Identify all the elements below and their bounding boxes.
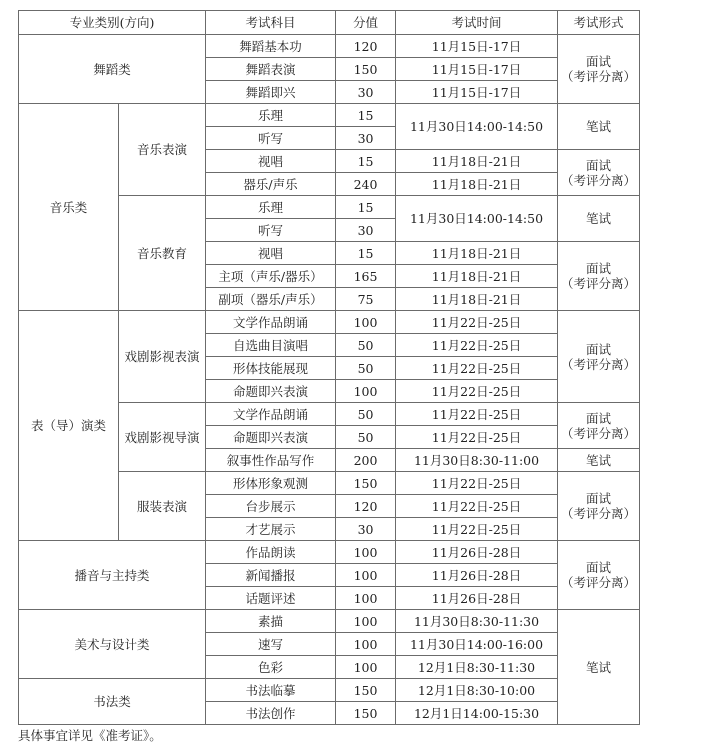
table-row	[19, 679, 640, 702]
subject-cell: 形体形象观测	[206, 472, 336, 495]
form-cell: 笔试	[558, 104, 640, 150]
subject-cell: 副项（器乐/声乐）	[206, 288, 336, 311]
subject-cell: 舞蹈表演	[206, 58, 336, 81]
score-cell: 30	[336, 127, 396, 150]
subject-cell: 听写	[206, 219, 336, 242]
time-cell: 11月26日-28日	[396, 587, 558, 610]
category-calligraphy: 书法类	[19, 679, 206, 725]
time-cell: 11月22日-25日	[396, 426, 558, 449]
subject-cell: 形体技能展现	[206, 357, 336, 380]
time-cell: 11月18日-21日	[396, 150, 558, 173]
time-cell: 11月18日-21日	[396, 265, 558, 288]
score-cell: 100	[336, 311, 396, 334]
table-row	[19, 311, 640, 334]
header-row	[19, 11, 640, 35]
time-cell: 11月22日-25日	[396, 311, 558, 334]
time-cell: 11月30日14:00-14:50	[396, 104, 558, 150]
time-cell: 11月22日-25日	[396, 380, 558, 403]
time-cell: 11月22日-25日	[396, 357, 558, 380]
time-cell: 11月30日14:00-14:50	[396, 196, 558, 242]
category-music: 音乐类	[19, 104, 119, 311]
score-cell: 15	[336, 104, 396, 127]
time-cell: 11月22日-25日	[396, 472, 558, 495]
form-cell: 面试 （考评分离）	[558, 472, 640, 541]
time-cell: 11月22日-25日	[396, 518, 558, 541]
score-cell: 75	[336, 288, 396, 311]
score-cell: 200	[336, 449, 396, 472]
subject-cell: 素描	[206, 610, 336, 633]
score-cell: 100	[336, 564, 396, 587]
time-cell: 11月30日14:00-16:00	[396, 633, 558, 656]
score-cell: 50	[336, 357, 396, 380]
direction-music-education: 音乐教育	[119, 196, 206, 311]
direction-drama-acting: 戏剧影视表演	[119, 311, 206, 403]
time-cell: 11月30日8:30-11:30	[396, 610, 558, 633]
score-cell: 150	[336, 702, 396, 725]
form-cell: 笔试	[558, 610, 640, 725]
score-cell: 30	[336, 219, 396, 242]
subject-cell: 书法临摹	[206, 679, 336, 702]
subject-cell: 器乐/声乐	[206, 173, 336, 196]
time-cell: 11月15日-17日	[396, 81, 558, 104]
score-cell: 100	[336, 656, 396, 679]
subject-cell: 话题评述	[206, 587, 336, 610]
score-cell: 150	[336, 58, 396, 81]
table-row	[19, 610, 640, 633]
time-cell: 11月18日-21日	[396, 288, 558, 311]
form-cell: 面试 （考评分离）	[558, 403, 640, 449]
score-cell: 240	[336, 173, 396, 196]
form-cell: 笔试	[558, 196, 640, 242]
subject-cell: 文学作品朗诵	[206, 311, 336, 334]
form-cell: 面试 （考评分离）	[558, 541, 640, 610]
score-cell: 50	[336, 403, 396, 426]
subject-cell: 色彩	[206, 656, 336, 679]
time-cell: 11月15日-17日	[396, 35, 558, 58]
score-cell: 50	[336, 334, 396, 357]
time-cell: 11月18日-21日	[396, 242, 558, 265]
form-cell: 面试 （考评分离）	[558, 35, 640, 104]
score-cell: 50	[336, 426, 396, 449]
table-row	[19, 35, 640, 58]
score-cell: 100	[336, 380, 396, 403]
direction-fashion-show: 服装表演	[119, 472, 206, 541]
score-cell: 100	[336, 541, 396, 564]
subject-cell: 新闻播报	[206, 564, 336, 587]
subject-cell: 舞蹈基本功	[206, 35, 336, 58]
table-row	[19, 541, 640, 564]
subject-cell: 乐理	[206, 196, 336, 219]
category-drama: 表（导）演类	[19, 311, 119, 541]
time-cell: 11月22日-25日	[396, 495, 558, 518]
subject-cell: 书法创作	[206, 702, 336, 725]
header-time: 考试时间	[396, 11, 558, 35]
time-cell: 11月18日-21日	[396, 173, 558, 196]
exam-schedule	[18, 10, 639, 725]
time-cell: 12月1日8:30-11:30	[396, 656, 558, 679]
score-cell: 15	[336, 242, 396, 265]
direction-drama-directing: 戏剧影视导演	[119, 403, 206, 472]
subject-cell: 命题即兴表演	[206, 426, 336, 449]
time-cell: 12月1日14:00-15:30	[396, 702, 558, 725]
subject-cell: 自选曲目演唱	[206, 334, 336, 357]
subject-cell: 视唱	[206, 150, 336, 173]
subject-cell: 才艺展示	[206, 518, 336, 541]
time-cell: 11月15日-17日	[396, 58, 558, 81]
table-row	[19, 104, 640, 127]
subject-cell: 文学作品朗诵	[206, 403, 336, 426]
score-cell: 100	[336, 610, 396, 633]
category-dance: 舞蹈类	[19, 35, 206, 104]
header-category: 专业类别(方向)	[19, 11, 206, 35]
time-cell: 11月30日8:30-11:00	[396, 449, 558, 472]
form-cell: 面试 （考评分离）	[558, 150, 640, 196]
score-cell: 100	[336, 633, 396, 656]
score-cell: 150	[336, 472, 396, 495]
header-subject: 考试科目	[206, 11, 336, 35]
score-cell: 150	[336, 679, 396, 702]
header-form: 考试形式	[558, 11, 640, 35]
footnote: 具体事宜详见《准考证》。	[18, 728, 162, 743]
time-cell: 11月22日-25日	[396, 334, 558, 357]
form-cell: 笔试	[558, 449, 640, 472]
subject-cell: 命题即兴表演	[206, 380, 336, 403]
form-cell: 面试 （考评分离）	[558, 311, 640, 403]
category-broadcast: 播音与主持类	[19, 541, 206, 610]
score-cell: 120	[336, 35, 396, 58]
direction-music-performance: 音乐表演	[119, 104, 206, 196]
time-cell: 12月1日8:30-10:00	[396, 679, 558, 702]
subject-cell: 叙事性作品写作	[206, 449, 336, 472]
category-art-design: 美术与设计类	[19, 610, 206, 679]
score-cell: 15	[336, 150, 396, 173]
score-cell: 30	[336, 518, 396, 541]
header-score: 分值	[336, 11, 396, 35]
subject-cell: 主项（声乐/器乐）	[206, 265, 336, 288]
subject-cell: 听写	[206, 127, 336, 150]
subject-cell: 台步展示	[206, 495, 336, 518]
subject-cell: 作品朗读	[206, 541, 336, 564]
time-cell: 11月26日-28日	[396, 541, 558, 564]
subject-cell: 乐理	[206, 104, 336, 127]
subject-cell: 视唱	[206, 242, 336, 265]
form-cell: 面试 （考评分离）	[558, 242, 640, 311]
subject-cell: 舞蹈即兴	[206, 81, 336, 104]
score-cell: 100	[336, 587, 396, 610]
score-cell: 165	[336, 265, 396, 288]
score-cell: 120	[336, 495, 396, 518]
subject-cell: 速写	[206, 633, 336, 656]
score-cell: 30	[336, 81, 396, 104]
time-cell: 11月22日-25日	[396, 403, 558, 426]
score-cell: 15	[336, 196, 396, 219]
time-cell: 11月26日-28日	[396, 564, 558, 587]
exam-schedule-table	[18, 10, 640, 725]
